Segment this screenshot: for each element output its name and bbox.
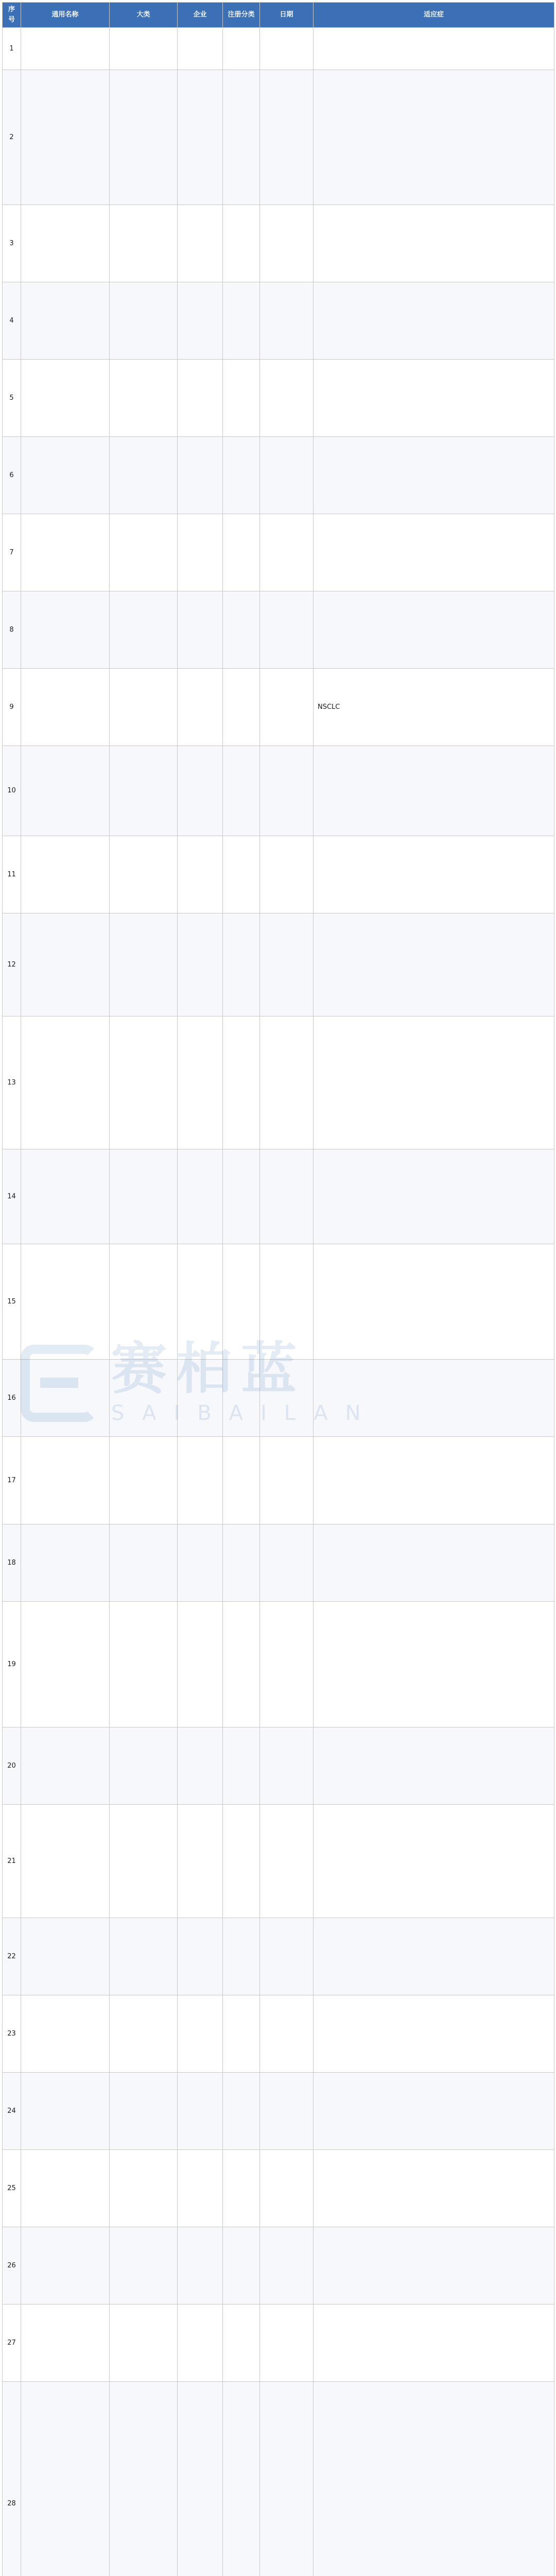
cell-company (178, 1918, 223, 1995)
table-row (3, 836, 554, 913)
cell-registration-class (223, 2150, 260, 2227)
cell-date (260, 2382, 314, 2576)
cell-generic-name (21, 437, 110, 514)
cell-generic-name (21, 913, 110, 1016)
cell-category (110, 1995, 178, 2073)
cell-indication (314, 591, 554, 669)
cell-indication (314, 28, 554, 70)
cell-date (260, 70, 314, 205)
cell-generic-name (21, 2150, 110, 2227)
cell-indication (314, 1727, 554, 1805)
table-row (3, 282, 554, 360)
cell-date (260, 2227, 314, 2304)
cell-date (260, 1995, 314, 2073)
cell-generic-name (21, 1244, 110, 1360)
cell-date (260, 746, 314, 836)
cell-company (178, 514, 223, 591)
cell-generic-name (21, 2382, 110, 2576)
cell-number: 21 (3, 1805, 21, 1918)
cell-number: 25 (3, 2150, 21, 2227)
cell-company (178, 1995, 223, 2073)
table-row (3, 514, 554, 591)
cell-date (260, 1805, 314, 1918)
cell-indication (314, 2073, 554, 2150)
cell-number: 23 (3, 1995, 21, 2073)
cell-registration-class (223, 437, 260, 514)
cell-registration-class (223, 1244, 260, 1360)
cell-category (110, 591, 178, 669)
column-header-generic-name: 通用名称 (21, 3, 110, 28)
cell-category (110, 2304, 178, 2382)
cell-date (260, 1602, 314, 1727)
table-row (3, 591, 554, 669)
cell-category (110, 1918, 178, 1995)
cell-company (178, 591, 223, 669)
cell-category (110, 282, 178, 360)
cell-registration-class (223, 2073, 260, 2150)
cell-number: 2 (3, 70, 21, 205)
cell-date (260, 1016, 314, 1149)
table-row (3, 746, 554, 836)
cell-registration-class (223, 1437, 260, 1524)
cell-registration-class (223, 913, 260, 1016)
cell-registration-class (223, 1360, 260, 1437)
cell-indication (314, 1149, 554, 1244)
cell-company (178, 282, 223, 360)
cell-generic-name (21, 836, 110, 913)
cell-company (178, 2227, 223, 2304)
cell-generic-name (21, 2073, 110, 2150)
cell-date (260, 205, 314, 282)
table-row (3, 1149, 554, 1244)
cell-number: 4 (3, 282, 21, 360)
cell-indication (314, 437, 554, 514)
cell-company (178, 360, 223, 437)
cell-date (260, 360, 314, 437)
cell-category (110, 70, 178, 205)
cell-generic-name (21, 28, 110, 70)
cell-number: 20 (3, 1727, 21, 1805)
cell-company (178, 669, 223, 746)
cell-company (178, 1360, 223, 1437)
table-row (3, 1602, 554, 1727)
table-row (3, 1437, 554, 1524)
cell-generic-name (21, 1016, 110, 1149)
cell-indication (314, 1995, 554, 2073)
cell-registration-class (223, 1149, 260, 1244)
cell-indication (314, 1805, 554, 1918)
cell-registration-class (223, 2304, 260, 2382)
cell-category (110, 1602, 178, 1727)
cell-company (178, 1602, 223, 1727)
cell-date (260, 1149, 314, 1244)
table-row (3, 1918, 554, 1995)
cell-date (260, 2304, 314, 2382)
cell-category (110, 1524, 178, 1602)
cell-category (110, 1727, 178, 1805)
cell-date (260, 1360, 314, 1437)
cell-category (110, 205, 178, 282)
column-header-number: 序号 (3, 3, 21, 28)
cell-date (260, 28, 314, 70)
cell-number: 6 (3, 437, 21, 514)
cell-registration-class (223, 1602, 260, 1727)
table-row (3, 205, 554, 282)
cell-generic-name (21, 1727, 110, 1805)
cell-generic-name (21, 1805, 110, 1918)
cell-category (110, 2227, 178, 2304)
table-row (3, 1524, 554, 1602)
cell-registration-class (223, 360, 260, 437)
cell-indication (314, 205, 554, 282)
cell-date (260, 2073, 314, 2150)
cell-generic-name (21, 2304, 110, 2382)
cell-date (260, 514, 314, 591)
cell-generic-name (21, 514, 110, 591)
cell-number: 13 (3, 1016, 21, 1149)
cell-number: 12 (3, 913, 21, 1016)
cell-company (178, 746, 223, 836)
cell-generic-name (21, 1524, 110, 1602)
cell-category (110, 746, 178, 836)
cell-number: 14 (3, 1149, 21, 1244)
cell-registration-class (223, 28, 260, 70)
table-row (3, 2304, 554, 2382)
cell-generic-name (21, 1437, 110, 1524)
cell-number: 27 (3, 2304, 21, 2382)
column-header-registration-class: 注册分类 (223, 3, 260, 28)
cell-indication (314, 1602, 554, 1727)
cell-date (260, 1524, 314, 1602)
cell-category (110, 1805, 178, 1918)
cell-generic-name (21, 1995, 110, 2073)
cell-registration-class (223, 514, 260, 591)
cell-number: 22 (3, 1918, 21, 1995)
cell-date (260, 836, 314, 913)
cell-indication (314, 360, 554, 437)
cell-registration-class (223, 1727, 260, 1805)
cell-company (178, 913, 223, 1016)
cell-number: 1 (3, 28, 21, 70)
cell-category (110, 28, 178, 70)
cell-date (260, 437, 314, 514)
table-row (3, 1805, 554, 1918)
table-row (3, 1244, 554, 1360)
cell-category (110, 437, 178, 514)
cell-generic-name (21, 1918, 110, 1995)
cell-category (110, 913, 178, 1016)
cell-category (110, 514, 178, 591)
table-row (3, 360, 554, 437)
table-header-row (3, 3, 554, 28)
table-row (3, 437, 554, 514)
cell-date (260, 913, 314, 1016)
cell-number: 10 (3, 746, 21, 836)
table-row (3, 70, 554, 205)
cell-number: 7 (3, 514, 21, 591)
cell-indication (314, 1524, 554, 1602)
cell-company (178, 2073, 223, 2150)
cell-number: 9 (3, 669, 21, 746)
cell-generic-name (21, 746, 110, 836)
cell-indication (314, 2304, 554, 2382)
drug-approval-table (2, 2, 554, 2576)
cell-number: 28 (3, 2382, 21, 2576)
cell-registration-class (223, 1918, 260, 1995)
cell-registration-class (223, 746, 260, 836)
cell-generic-name (21, 591, 110, 669)
cell-generic-name (21, 1602, 110, 1727)
table-row (3, 1727, 554, 1805)
cell-date (260, 669, 314, 746)
cell-indication: NSCLC (314, 669, 554, 746)
cell-company (178, 437, 223, 514)
cell-category (110, 669, 178, 746)
cell-category (110, 360, 178, 437)
cell-category (110, 1149, 178, 1244)
table-row (3, 2073, 554, 2150)
cell-registration-class (223, 282, 260, 360)
cell-generic-name (21, 205, 110, 282)
column-header-indication: 适应症 (314, 3, 554, 28)
cell-indication (314, 2150, 554, 2227)
cell-number: 26 (3, 2227, 21, 2304)
table-row (3, 1360, 554, 1437)
cell-generic-name (21, 2227, 110, 2304)
cell-date (260, 1727, 314, 1805)
cell-category (110, 2382, 178, 2576)
cell-number: 18 (3, 1524, 21, 1602)
table-row (3, 1016, 554, 1149)
cell-date (260, 1244, 314, 1360)
table-row (3, 2227, 554, 2304)
cell-indication (314, 746, 554, 836)
cell-indication (314, 70, 554, 205)
cell-indication (314, 1360, 554, 1437)
cell-registration-class (223, 70, 260, 205)
column-header-category: 大类 (110, 3, 178, 28)
table-row (3, 2150, 554, 2227)
cell-registration-class (223, 2382, 260, 2576)
cell-company (178, 1244, 223, 1360)
cell-company (178, 1149, 223, 1244)
cell-generic-name (21, 669, 110, 746)
cell-indication (314, 282, 554, 360)
cell-company (178, 28, 223, 70)
cell-company (178, 1805, 223, 1918)
cell-company (178, 2382, 223, 2576)
cell-company (178, 2150, 223, 2227)
cell-company (178, 205, 223, 282)
cell-number: 15 (3, 1244, 21, 1360)
cell-registration-class (223, 1016, 260, 1149)
cell-category (110, 1016, 178, 1149)
cell-registration-class (223, 2227, 260, 2304)
column-header-company: 企业 (178, 3, 223, 28)
cell-registration-class (223, 1524, 260, 1602)
cell-indication (314, 913, 554, 1016)
cell-category (110, 1244, 178, 1360)
cell-category (110, 836, 178, 913)
cell-indication (314, 2227, 554, 2304)
table-row (3, 2382, 554, 2576)
cell-indication (314, 1437, 554, 1524)
cell-number: 3 (3, 205, 21, 282)
cell-company (178, 1016, 223, 1149)
table-row (3, 913, 554, 1016)
cell-number: 11 (3, 836, 21, 913)
cell-number: 17 (3, 1437, 21, 1524)
cell-category (110, 1360, 178, 1437)
cell-indication (314, 514, 554, 591)
cell-indication (314, 1244, 554, 1360)
cell-indication (314, 1918, 554, 1995)
cell-registration-class (223, 669, 260, 746)
cell-company (178, 1437, 223, 1524)
column-header-date: 日期 (260, 3, 314, 28)
cell-generic-name (21, 360, 110, 437)
cell-date (260, 2150, 314, 2227)
cell-generic-name (21, 1360, 110, 1437)
table-body (3, 28, 554, 2576)
cell-number: 16 (3, 1360, 21, 1437)
cell-registration-class (223, 591, 260, 669)
cell-company (178, 1524, 223, 1602)
cell-generic-name (21, 282, 110, 360)
cell-company (178, 70, 223, 205)
cell-date (260, 591, 314, 669)
cell-indication (314, 836, 554, 913)
cell-category (110, 2073, 178, 2150)
cell-generic-name (21, 1149, 110, 1244)
cell-company (178, 1727, 223, 1805)
cell-company (178, 2304, 223, 2382)
cell-registration-class (223, 836, 260, 913)
cell-category (110, 1437, 178, 1524)
table-row (3, 669, 554, 746)
cell-date (260, 282, 314, 360)
cell-number: 24 (3, 2073, 21, 2150)
cell-generic-name (21, 70, 110, 205)
cell-registration-class (223, 1805, 260, 1918)
cell-registration-class (223, 205, 260, 282)
cell-number: 19 (3, 1602, 21, 1727)
table-row (3, 1995, 554, 2073)
cell-date (260, 1918, 314, 1995)
cell-category (110, 2150, 178, 2227)
cell-registration-class (223, 1995, 260, 2073)
cell-date (260, 1437, 314, 1524)
drug-approval-table-wrapper (2, 2, 554, 2576)
cell-indication (314, 1016, 554, 1149)
cell-company (178, 836, 223, 913)
table-row (3, 28, 554, 70)
cell-number: 5 (3, 360, 21, 437)
cell-number: 8 (3, 591, 21, 669)
cell-indication (314, 2382, 554, 2576)
